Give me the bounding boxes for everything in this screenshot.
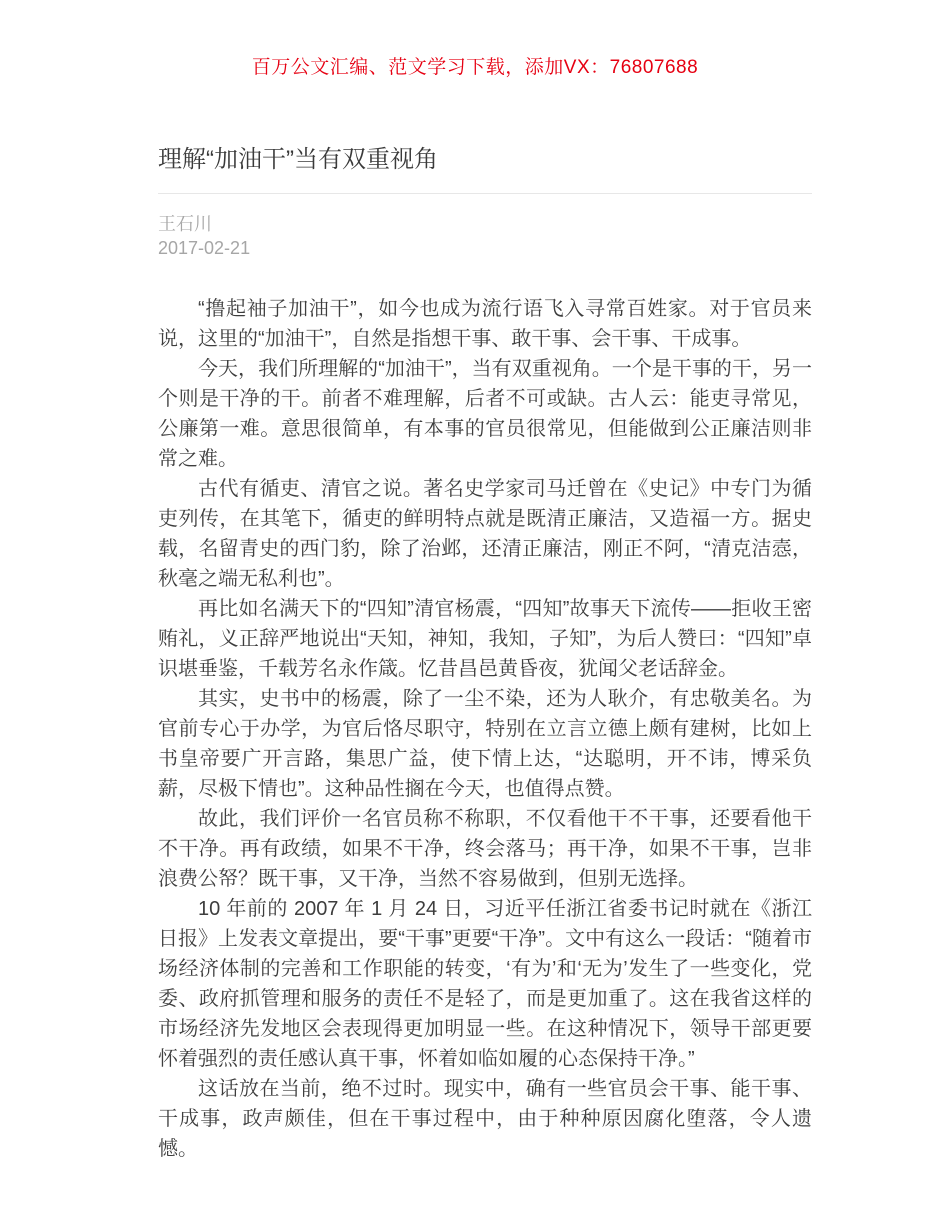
- article-paragraph: “撸起袖子加油干”，如今也成为流行语飞入寻常百姓家。对于官员来说，这里的“加油干”，自然是指想干事、敢干事、会干事、干成事。: [158, 298, 812, 351]
- page-title: 理解“加油干”当有双重视角: [158, 146, 438, 173]
- title-divider: [158, 193, 812, 194]
- article-paragraph: 再比如名满天下的“四知”清官杨震，“四知”故事天下流传——拒收王密贿礼，义正辞严地说出“天知，神知，我知，子知”，为后人赞曰：“四知”卓识堪垂鉴，千载芳名永作箴。忆昔昌邑黄昏夜，犹闻父老话辞金。: [158, 598, 812, 681]
- promo-banner-text: 百万公文汇编、范文学习下载，添加VX：76807688: [251, 57, 699, 78]
- author-name: 王石川: [158, 214, 212, 235]
- article-paragraph: 故此，我们评价一名官员称不称职，不仅看他干不干事，还要看他干不干净。再有政绩，如果不干净，终会落马；再干净，如果不干事，岂非浪费公帑？既干事，又干净，当然不容易做到，但别无选择。: [158, 808, 812, 891]
- article-paragraph: 其实，史书中的杨震，除了一尘不染，还为人耿介，有忠敬美名。为官前专心于办学，为官后恪尽职守，特别在立言立德上颇有建树，比如上书皇帝要广开言路，集思广益，使下情上达，“达聪明，开不讳，博采负薪，尽极下情也”。这种品性搁在今天，也值得点赞。: [158, 688, 812, 801]
- article-paragraph: 今天，我们所理解的“加油干”，当有双重视角。一个是干事的干，另一个则是干净的干。前者不难理解，后者不可或缺。古人云：能吏寻常见，公廉第一难。意思很简单，有本事的官员很常见，但能做到公正廉洁则非常之难。: [158, 358, 812, 471]
- article-meta: [158, 212, 812, 260]
- article: [158, 143, 812, 1164]
- publish-date: 2017-02-21: [158, 238, 251, 259]
- article-paragraph: 这话放在当前，绝不过时。现实中，确有一些官员会干事、能干事、干成事，政声颇佳，但在干事过程中，由于种种原因腐化堕落，令人遗憾。: [158, 1078, 812, 1161]
- article-paragraph: 10 年前的 2007 年 1 月 24 日，习近平任浙江省委书记时就在《浙江日报》上发表文章提出，要“干事”更要“干净”。文中有这么一段话：“随着市场经济体制的完善和工作职能的转变，‘有为’和‘无为’发生了一些变化，党委、政府抓管理和服务的责任不是轻了，而是更加重了。这在我省这样的市场经济先发地区会表现得更加明显一些。在这种情况下，领导干部更要怀着强烈的责任感认真干事，怀着如临如履的心态保持干净。”: [158, 898, 812, 1071]
- article-body: [158, 294, 812, 1164]
- article-paragraph: 古代有循吏、清官之说。著名史学家司马迁曾在《史记》中专门为循吏列传，在其笔下，循吏的鲜明特点就是既清正廉洁，又造福一方。据史载，名留青史的西门豹，除了治邺，还清正廉洁，刚正不阿，“清克洁悫，秋毫之端无私利也”。: [158, 478, 812, 591]
